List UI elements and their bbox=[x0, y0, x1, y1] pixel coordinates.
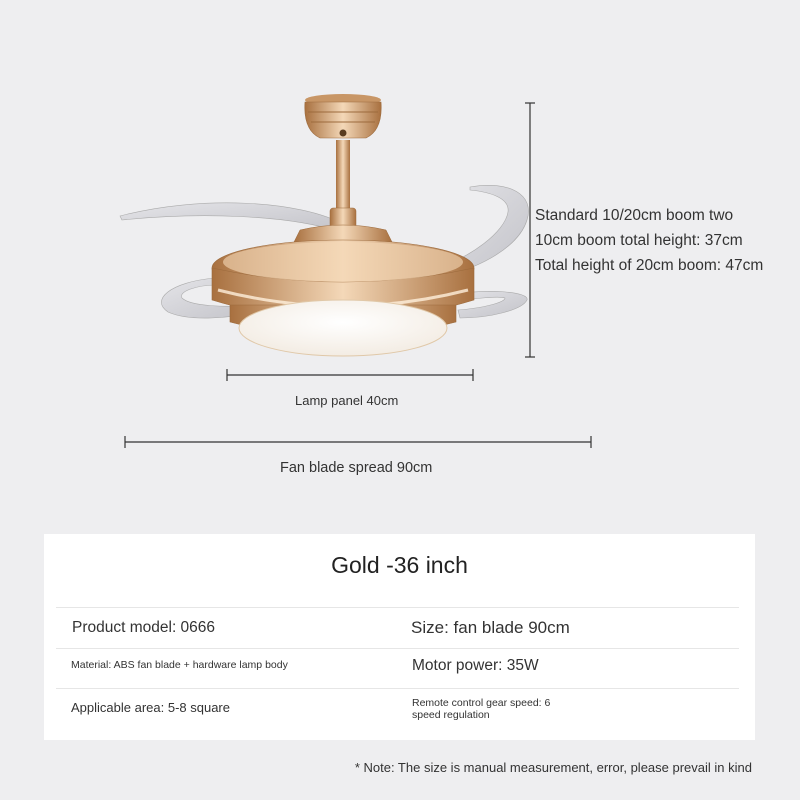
spec-material: Material: ABS fan blade + hardware lamp body bbox=[71, 659, 288, 671]
spec-table bbox=[44, 534, 755, 740]
footnote: * Note: The size is manual measurement, error, please prevail in kind bbox=[354, 760, 752, 775]
downrod bbox=[336, 140, 350, 210]
height-note: 10cm boom total height: 37cm bbox=[535, 232, 743, 249]
height-note: Standard 10/20cm boom two bbox=[535, 207, 734, 224]
height-notes bbox=[535, 203, 763, 278]
spec-remote-control: Remote control gear speed: 6 speed regulation bbox=[412, 697, 551, 721]
spec-title: Gold -36 inch bbox=[331, 552, 468, 578]
divider bbox=[56, 688, 739, 689]
spec-applicable-area: Applicable area: 5-8 square bbox=[71, 700, 230, 715]
divider bbox=[56, 648, 739, 649]
lamp-panel-label: Lamp panel 40cm bbox=[295, 393, 399, 408]
height-note: Total height of 20cm boom: 47cm bbox=[535, 257, 764, 274]
spec-size: Size: fan blade 90cm bbox=[411, 618, 570, 637]
blade-spread-dimension-line bbox=[125, 436, 591, 448]
spec-motor-power: Motor power: 35W bbox=[412, 657, 539, 674]
divider bbox=[56, 607, 739, 608]
height-dimension-line bbox=[525, 103, 535, 357]
lamp-panel-dimension-line bbox=[227, 369, 473, 381]
blade-spread-label: Fan blade spread 90cm bbox=[280, 460, 433, 476]
lamp-panel bbox=[239, 300, 447, 356]
spec-product-model: Product model: 0666 bbox=[72, 619, 216, 636]
